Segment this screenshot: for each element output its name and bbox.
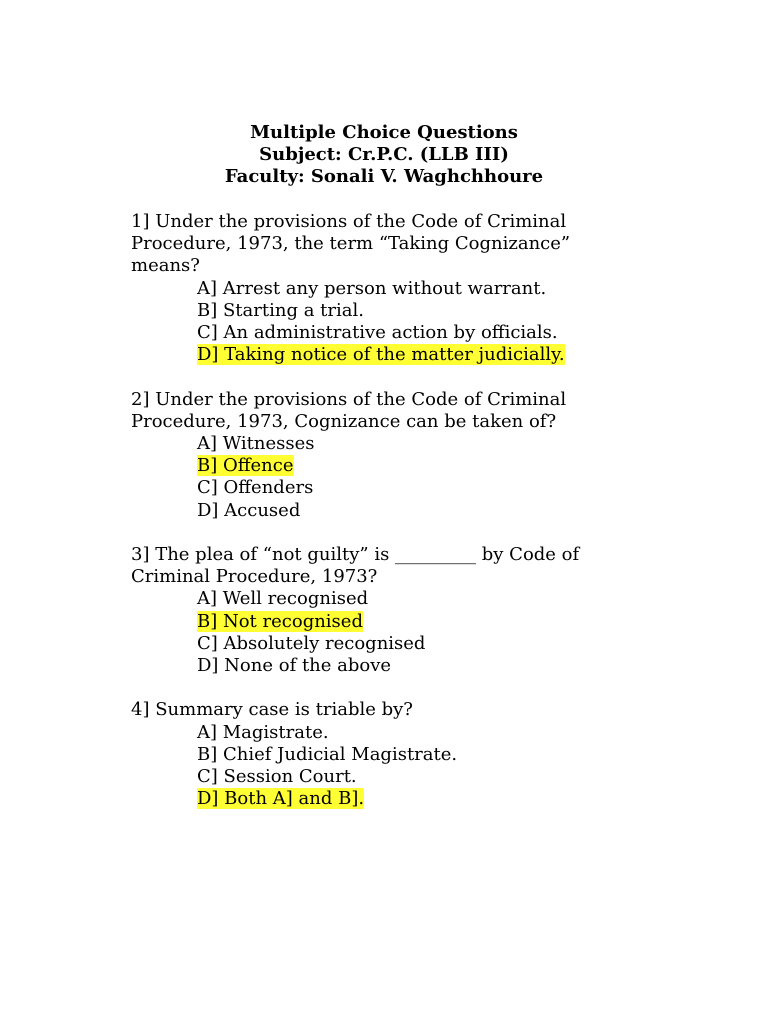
option-c: C] Session Court. xyxy=(197,766,357,788)
question-text: 2] Under the provisions of the Code of Criminal Procedure, 1973, Cognizance can be taken of? xyxy=(131,388,567,432)
option-b xyxy=(131,611,751,633)
subject-line: Subject: Cr.P.C. (LLB III) xyxy=(259,144,509,166)
option-b: B] Starting a trial. xyxy=(197,299,364,321)
highlighted-answer: B] Not recognised xyxy=(197,610,363,632)
question-3 xyxy=(131,544,751,677)
option-c: C] Absolutely recognised xyxy=(197,632,426,654)
question-2 xyxy=(131,389,751,522)
question-text: 3] The plea of “not guilty” is _________ by Code of Criminal Procedure, 1973? xyxy=(131,544,580,588)
option-b xyxy=(131,455,751,477)
option-a: A] Witnesses xyxy=(197,433,315,455)
highlighted-answer: D] Both A] and B]. xyxy=(197,788,365,810)
option-d: D] Accused xyxy=(197,499,301,521)
question-4 xyxy=(131,699,751,810)
question-text: 1] Under the provisions of the Code of Criminal Procedure, 1973, the term “Taking Cognizance” means? xyxy=(131,211,571,277)
option-b: B] Chief Judicial Magistrate. xyxy=(197,743,458,765)
option-a: A] Well recognised xyxy=(197,588,369,610)
option-d: D] None of the above xyxy=(197,655,392,677)
question-1 xyxy=(131,211,751,366)
option-a: A] Arrest any person without warrant. xyxy=(197,277,547,299)
document-title: Multiple Choice Questions xyxy=(250,122,518,143)
faculty-line: Faculty: Sonali V. Waghchhoure xyxy=(224,166,544,188)
option-c: C] Offenders xyxy=(197,477,314,499)
question-list xyxy=(131,211,751,833)
option-d xyxy=(131,788,751,810)
question-text: 4] Summary case is triable by? xyxy=(131,699,413,721)
highlighted-answer: D] Taking notice of the matter judicially. xyxy=(197,344,565,366)
option-a: A] Magistrate. xyxy=(197,721,329,743)
document-header xyxy=(0,122,768,189)
option-c: C] An administrative action by officials. xyxy=(197,322,558,344)
option-d xyxy=(131,344,751,366)
highlighted-answer: B] Offence xyxy=(197,455,294,477)
